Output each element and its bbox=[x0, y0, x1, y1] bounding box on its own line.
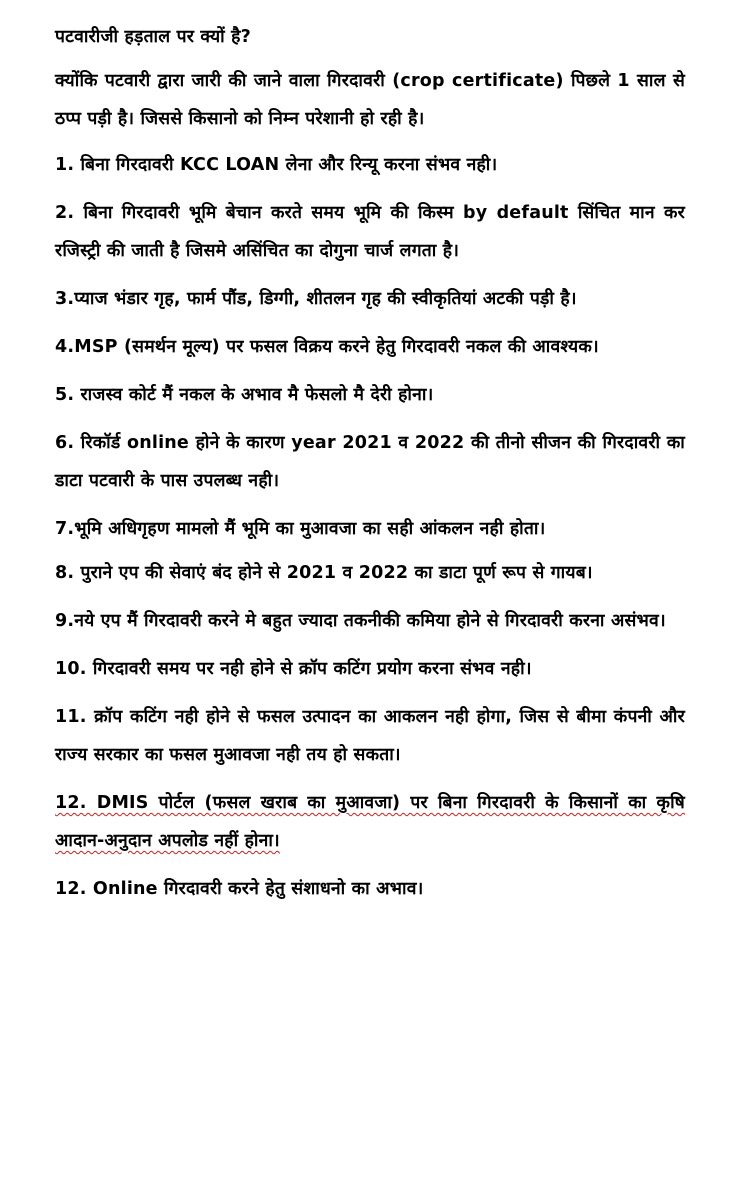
point-item: 12. Online गिरदावरी करने हेतु संशाधनो का अभाव। bbox=[55, 879, 424, 899]
point-item: 4.MSP (समर्थन मूल्य) पर फसल विक्रय करने हेतु गिरदावरी नकल की आवश्यक। bbox=[55, 337, 599, 357]
point-item: 3.प्याज भंडार गृह, फार्म पौंड, डिग्गी, शीतलन गृह की स्वीकृतियां अटकी पड़ी है। bbox=[55, 289, 577, 309]
point-item: 10. गिरदावरी समय पर नही होने से क्रॉप कटिंग प्रयोग करना संभव नही। bbox=[55, 659, 532, 679]
point-item: 1. बिना गिरदावरी KCC LOAN लेना और रिन्यू करना संभव नही। bbox=[55, 155, 498, 175]
point-item: 7.भूमि अधिगृहण मामलो मैं भूमि का मुआवजा का सही आंकलन नही होता। bbox=[55, 519, 546, 539]
intro-paragraph: क्योंकि पटवारी द्वारा जारी की जाने वाला गिरदावरी (crop certificate) पिछले 1 साल से ठप्प पड़ी है। जिससे किसानो को निम्न परेशानी हो रही है। bbox=[55, 71, 685, 129]
document-title: पटवारीजी हड़ताल पर क्यों है? bbox=[55, 27, 252, 47]
point-item: 6. रिकॉर्ड online होने के कारण year 2021 व 2022 की तीनो सीजन की गिरदावरी का डाटा पटवारी के पास उपलब्ध नही। bbox=[55, 433, 685, 491]
point-item: 12. DMIS पोर्टल (फसल खराब का मुआवजा) पर बिना गिरदावरी के किसानों का कृषि आदान-अनुदान अपलोड नहीं होना। bbox=[55, 793, 685, 851]
point-item: 8. पुराने एप की सेवाएं बंद होने से 2021 व 2022 का डाटा पूर्ण रूप से गायब। bbox=[55, 563, 593, 583]
point-item: 11. क्रॉप कटिंग नही होने से फसल उत्पादन का आकलन नही होगा, जिस से बीमा कंपनी और राज्य सरकार का फसल मुआवजा नही तय हो सकता। bbox=[55, 707, 685, 765]
point-item: 2. बिना गिरदावरी भूमि बेचान करते समय भूमि की किस्म by default सिंचित मान कर रजिस्ट्री की जाती है जिसमे असिंचित का दोगुना चार्ज लगता है। bbox=[55, 203, 685, 261]
point-item: 9.नये एप मैं गिरदावरी करने मे बहुत ज्यादा तकनीकी कमिया होने से गिरदावरी करना असंभव। bbox=[55, 611, 666, 631]
point-item: 5. राजस्व कोर्ट मैं नकल के अभाव मै फेसलो मै देरी होना। bbox=[55, 385, 434, 405]
